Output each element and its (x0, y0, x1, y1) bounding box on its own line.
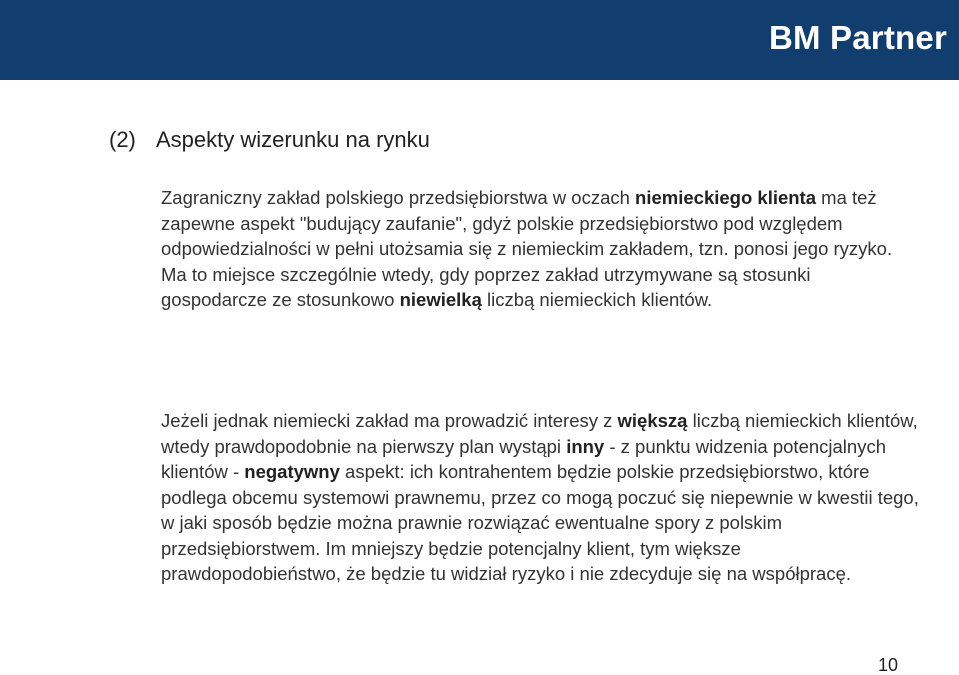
section-title: Aspekty wizerunku na rynku (156, 127, 430, 152)
paragraph-2-text: liczbą niemieckich klientów, wtedy prawdopodobnie na pierwszy plan wystąpi (161, 410, 918, 457)
paragraph-2-emphasis: negatywny (244, 461, 340, 482)
paragraph-2 (161, 408, 921, 587)
paragraph-2-text: aspekt: ich kontrahentem będzie polskie przedsiębiorstwo, które podlega obcemu systemowi prawnemu, przez co mogą poczuć się niepewnie w kwestii tego, w jaki sposób będzie można prawnie rozwiązać ewentualne spory z polskim przedsiębiorstwem. Im mniejszy będzie potencjalny klient, tym większe prawdopodobieństwo, że będzie tu widział ryzyko i nie zdecyduje się na współpracę. (161, 461, 919, 584)
paragraph-1-text: Zagraniczny zakład polskiego przedsiębiorstwa w oczach (161, 187, 636, 208)
paragraph-1-emphasis: niewielką (399, 289, 482, 310)
paragraph-1-emphasis: niemieckiego klienta (635, 187, 817, 208)
paragraph-2-emphasis: inny (566, 435, 605, 457)
header-bar (0, 0, 959, 80)
paragraph-2-emphasis: większą (617, 410, 688, 431)
paragraph-1-text: liczbą niemieckich klientów. (481, 289, 713, 310)
section-number: (2) (109, 127, 136, 152)
brand-title: BM Partner (768, 19, 947, 56)
paragraph-1 (161, 185, 921, 313)
paragraph-1-text: ma też zapewne aspekt "budujący zaufanie", gdyż polskie przedsiębiorstwo pod względem odpowiedzialności w pełni utożsamia się z niemieckim zakładem, tzn. ponosi jego ryzyko. Ma to miejsce szczególnie wtedy, gdy poprzez zakład utrzymywane są stosunki gospodarcze ze stosunkowo (161, 187, 893, 310)
paragraph-2-text: Jeżeli jednak niemiecki zakład ma prowadzić interesy z (161, 410, 618, 431)
section-heading (109, 125, 430, 155)
paragraph-2-text: - z punktu widzenia potencjalnych klientów - (161, 435, 886, 482)
page-number: 10 (877, 655, 898, 675)
